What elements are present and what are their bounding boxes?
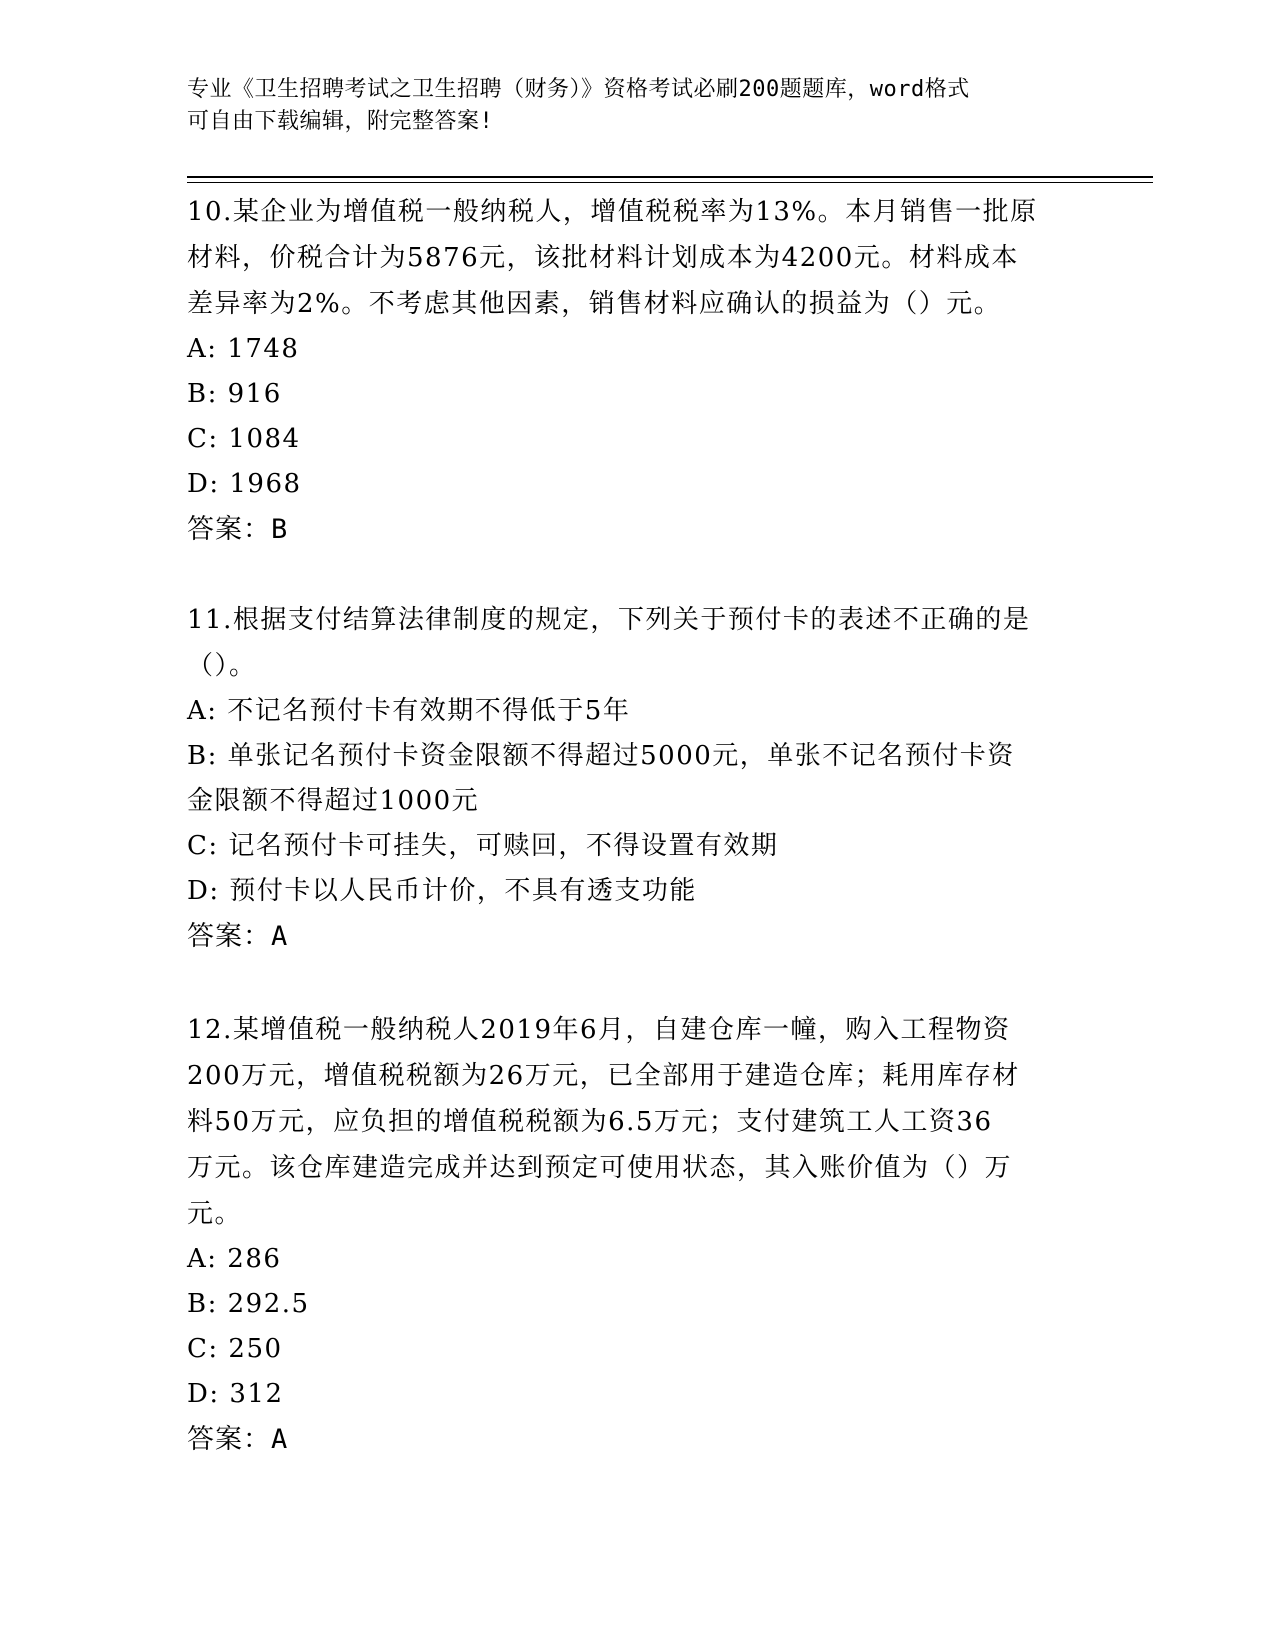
option-b-continued: 金限额不得超过1000元 xyxy=(187,786,480,816)
option-a: A: 不记名预付卡有效期不得低于5年 xyxy=(187,696,631,726)
question-stem-line: 12.某增值税一般纳税人2019年6月，自建仓库一幢，购入工程物资 xyxy=(187,1015,1011,1045)
question-stem-line: 差异率为2%。不考虑其他因素，销售材料应确认的损益为（）元。 xyxy=(187,289,1002,319)
answer-label: 答案：A xyxy=(187,1424,289,1455)
option-c: C: 记名预付卡可挂失，可赎回，不得设置有效期 xyxy=(187,831,779,861)
question-stem-line: 材料，价税合计为5876元，该批材料计划成本为4200元。材料成本 xyxy=(187,243,1019,273)
option-a: A: 1748 xyxy=(187,334,300,364)
option-d: D: 1968 xyxy=(187,469,302,499)
document-header xyxy=(187,74,1087,138)
question-10 xyxy=(187,189,1087,553)
question-stem-line: 200万元，增值税税额为26万元，已全部用于建造仓库；耗用库存材 xyxy=(187,1061,1020,1091)
answer-label: 答案：B xyxy=(187,514,289,545)
header-divider-bottom xyxy=(187,182,1153,183)
question-stem-line: （）。 xyxy=(187,651,257,681)
question-stem-line: 料50万元，应负担的增值税税额为6.5万元；支付建筑工人工资36 xyxy=(187,1107,993,1137)
question-stem-line: 10.某企业为增值税一般纳税人，增值税税率为13%。本月销售一批原 xyxy=(187,197,1038,227)
header-line-1: 专业《卫生招聘考试之卫生招聘（财务）》资格考试必刷200题题库，word格式 xyxy=(187,77,970,102)
question-11 xyxy=(187,597,1087,960)
question-stem-line: 万元。该仓库建造完成并达到预定可使用状态，其入账价值为（）万 xyxy=(187,1153,1013,1183)
option-d: D: 预付卡以人民币计价，不具有透支功能 xyxy=(187,876,697,906)
question-stem-line: 元。 xyxy=(187,1199,243,1229)
header-divider-top xyxy=(187,176,1153,178)
answer-label: 答案：A xyxy=(187,921,289,952)
question-stem-line: 11.根据支付结算法律制度的规定，下列关于预付卡的表述不正确的是 xyxy=(187,605,1031,635)
option-b: B: 916 xyxy=(187,379,282,409)
option-d: D: 312 xyxy=(187,1379,284,1409)
question-12 xyxy=(187,1007,1087,1463)
option-b: B: 292.5 xyxy=(187,1289,310,1319)
option-a: A: 286 xyxy=(187,1244,282,1274)
header-line-2: 可自由下载编辑，附完整答案! xyxy=(187,109,494,134)
option-b: B: 单张记名预付卡资金限额不得超过5000元，单张不记名预付卡资 xyxy=(187,741,1015,771)
option-c: C: 1084 xyxy=(187,424,301,454)
option-c: C: 250 xyxy=(187,1334,283,1364)
